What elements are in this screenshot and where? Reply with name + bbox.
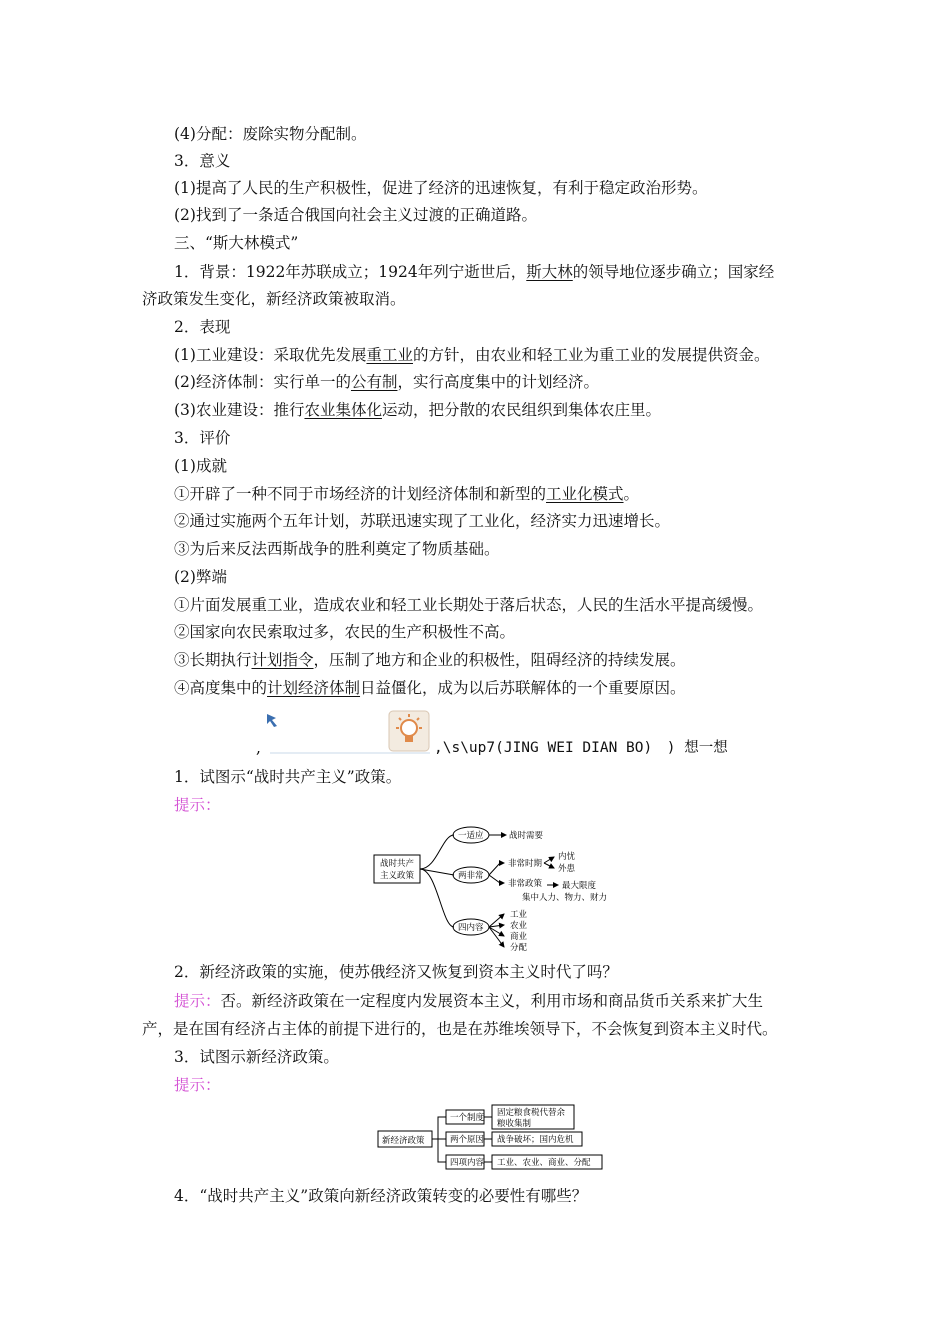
arrow [489, 927, 504, 936]
connector [438, 1139, 446, 1162]
leaf-label: 集中人力、物力、财力 [522, 893, 608, 903]
answer-line [174, 991, 763, 1011]
text-line: ②通过实施两个五年计划，苏联迅速实现了工业化，经济实力迅速增长。 [174, 512, 671, 530]
leaf-label: 粮收集制 [497, 1119, 532, 1129]
arrow [544, 863, 554, 868]
root-label: 新经济政策 [382, 1136, 425, 1146]
connector [420, 869, 454, 927]
text-line: 济政策发生变化，新经济政策被取消。 [142, 290, 406, 308]
text-line: ①片面发展重工业，造成农业和轻工业长期处于落后状态，人民的生活水平提高缓慢。 [174, 596, 764, 614]
hint-label: 提示： [174, 1076, 221, 1094]
connector [420, 869, 454, 875]
text-span: 1．背景：1922年苏联成立；1924年列宁逝世后， [174, 263, 527, 281]
text-line [174, 372, 599, 392]
question-2: 2．新经济政策的实施，使苏俄经济又恢复到资本主义时代了吗？ [174, 963, 618, 981]
text-line: ③为后来反法西斯战争的胜利奠定了物质基础。 [174, 540, 500, 558]
hint-label: 提示： [174, 992, 221, 1010]
branch-label: 两个原因 [450, 1135, 485, 1145]
underlined-term: 公有制 [350, 373, 398, 391]
text-line [174, 400, 661, 420]
question-1: 1．试图示“战时共产主义”政策。 [174, 768, 402, 786]
text-span: (2)经济体制：实行单一的 [174, 373, 351, 391]
text-line [174, 650, 686, 670]
text-span: ，压制了地方和企业的积极性，阻碍经济的持续发展。 [313, 651, 686, 669]
section-heading: 三、“斯大林模式” [174, 234, 299, 252]
arrow [489, 927, 504, 947]
pen-icon [264, 712, 280, 730]
leaf-label: 固定粮食税代替余 [497, 1108, 566, 1118]
underlined-term: 工业化模式 [546, 485, 624, 503]
leaf-label: 战时需要 [509, 831, 544, 841]
section-title: ,\s\up7(JING WEI DIAN BO) ) 想一想 [434, 740, 728, 756]
text-line: (1)成就 [174, 457, 227, 475]
branch-label: 两非常 [458, 871, 484, 881]
branch-label: 一适应 [458, 831, 484, 841]
text-span: 的领导地位逐步确立；国家经 [572, 263, 775, 281]
answer-text: 否。新经济政策在一定程度内发展资本主义，利用市场和商品货币关系来扩大生 [220, 992, 764, 1010]
branch-label: 一个制度 [450, 1113, 485, 1123]
text-line: (1)提高了人民的生产积极性，促进了经济的迅速恢复，有利于稳定政治形势。 [174, 179, 708, 197]
text-line [174, 345, 770, 365]
text-line: 2．表现 [174, 318, 231, 336]
answer-line: 产，是在国有经济占主体的前提下进行的，也是在苏维埃领导下，不会恢复到资本主义时代。 [142, 1020, 778, 1038]
arrow [489, 863, 504, 875]
branch-label: 四内容 [458, 923, 484, 933]
leaf-label: 分配 [510, 943, 528, 953]
leaf-label: 战争破坏；国内危机 [497, 1135, 574, 1145]
underlined-term: 农业集体化 [304, 401, 382, 419]
arrow [489, 875, 504, 883]
underlined-term: 计划指令 [251, 651, 314, 669]
leaf-label: 非常政策 [508, 879, 543, 889]
underlined-term: 斯大林 [526, 263, 573, 281]
connector [420, 835, 454, 869]
leaf-label: 工业 [510, 910, 528, 920]
leaf-label: 非常时期 [508, 859, 543, 869]
text-span: 。 [623, 485, 640, 503]
text-span: (3)农业建设：推行 [174, 401, 305, 419]
text-span: ，实行高度集中的计划经济。 [397, 373, 599, 391]
hint-label: 提示： [174, 796, 221, 814]
text-span: (1)工业建设：采取优先发展 [174, 346, 367, 364]
banner-line [270, 752, 430, 754]
connector [432, 1117, 446, 1139]
leaf-label: 工业、农业、商业、分配 [497, 1158, 591, 1168]
comma-mark: , [256, 739, 261, 757]
diagram-nep [376, 1103, 608, 1175]
underlined-term: 计划经济体制 [267, 679, 361, 697]
text-line [174, 484, 639, 504]
text-line: (2)弊端 [174, 568, 227, 586]
root-label: 战时共产 [380, 859, 415, 869]
question-4: 4．“战时共产主义”政策向新经济政策转变的必要性有哪些？ [174, 1187, 588, 1205]
lightbulb-icon [388, 710, 430, 752]
text-span: 日益僵化，成为以后苏联解体的一个重要原因。 [360, 679, 686, 697]
question-3: 3．试图示新经济政策。 [174, 1048, 339, 1066]
root-label: 主义政策 [380, 871, 415, 881]
text-line: ②国家向农民索取过多，农民的生产积极性不高。 [174, 623, 516, 641]
leaf-label: 内忧 [558, 852, 576, 862]
text-line [174, 262, 774, 282]
text-line: 3．意义 [174, 152, 231, 170]
leaf-label: 商业 [510, 932, 528, 942]
text-line: 3．评价 [174, 429, 231, 447]
branch-label: 四项内容 [450, 1158, 485, 1168]
text-span: 的方针，由农业和轻工业为重工业的发展提供资金。 [412, 346, 770, 364]
leaf-label: 外患 [558, 864, 576, 874]
text-line: (2)找到了一条适合俄国向社会主义过渡的正确道路。 [174, 206, 537, 224]
underlined-term: 重工业 [366, 346, 413, 364]
text-span: ③长期执行 [174, 651, 252, 669]
leaf-label: 最大限度 [562, 881, 597, 891]
text-span: ④高度集中的 [174, 679, 268, 697]
arrow [544, 857, 554, 863]
text-line [174, 678, 686, 698]
text-span: ①开辟了一种不同于市场经济的计划经济体制和新型的 [174, 485, 547, 503]
diagram-war-communism [372, 823, 622, 953]
text-line: (4)分配：废除实物分配制。 [174, 125, 367, 143]
leaf-label: 农业 [510, 921, 528, 931]
text-span: 运动，把分散的农民组织到集体农庄里。 [381, 401, 661, 419]
